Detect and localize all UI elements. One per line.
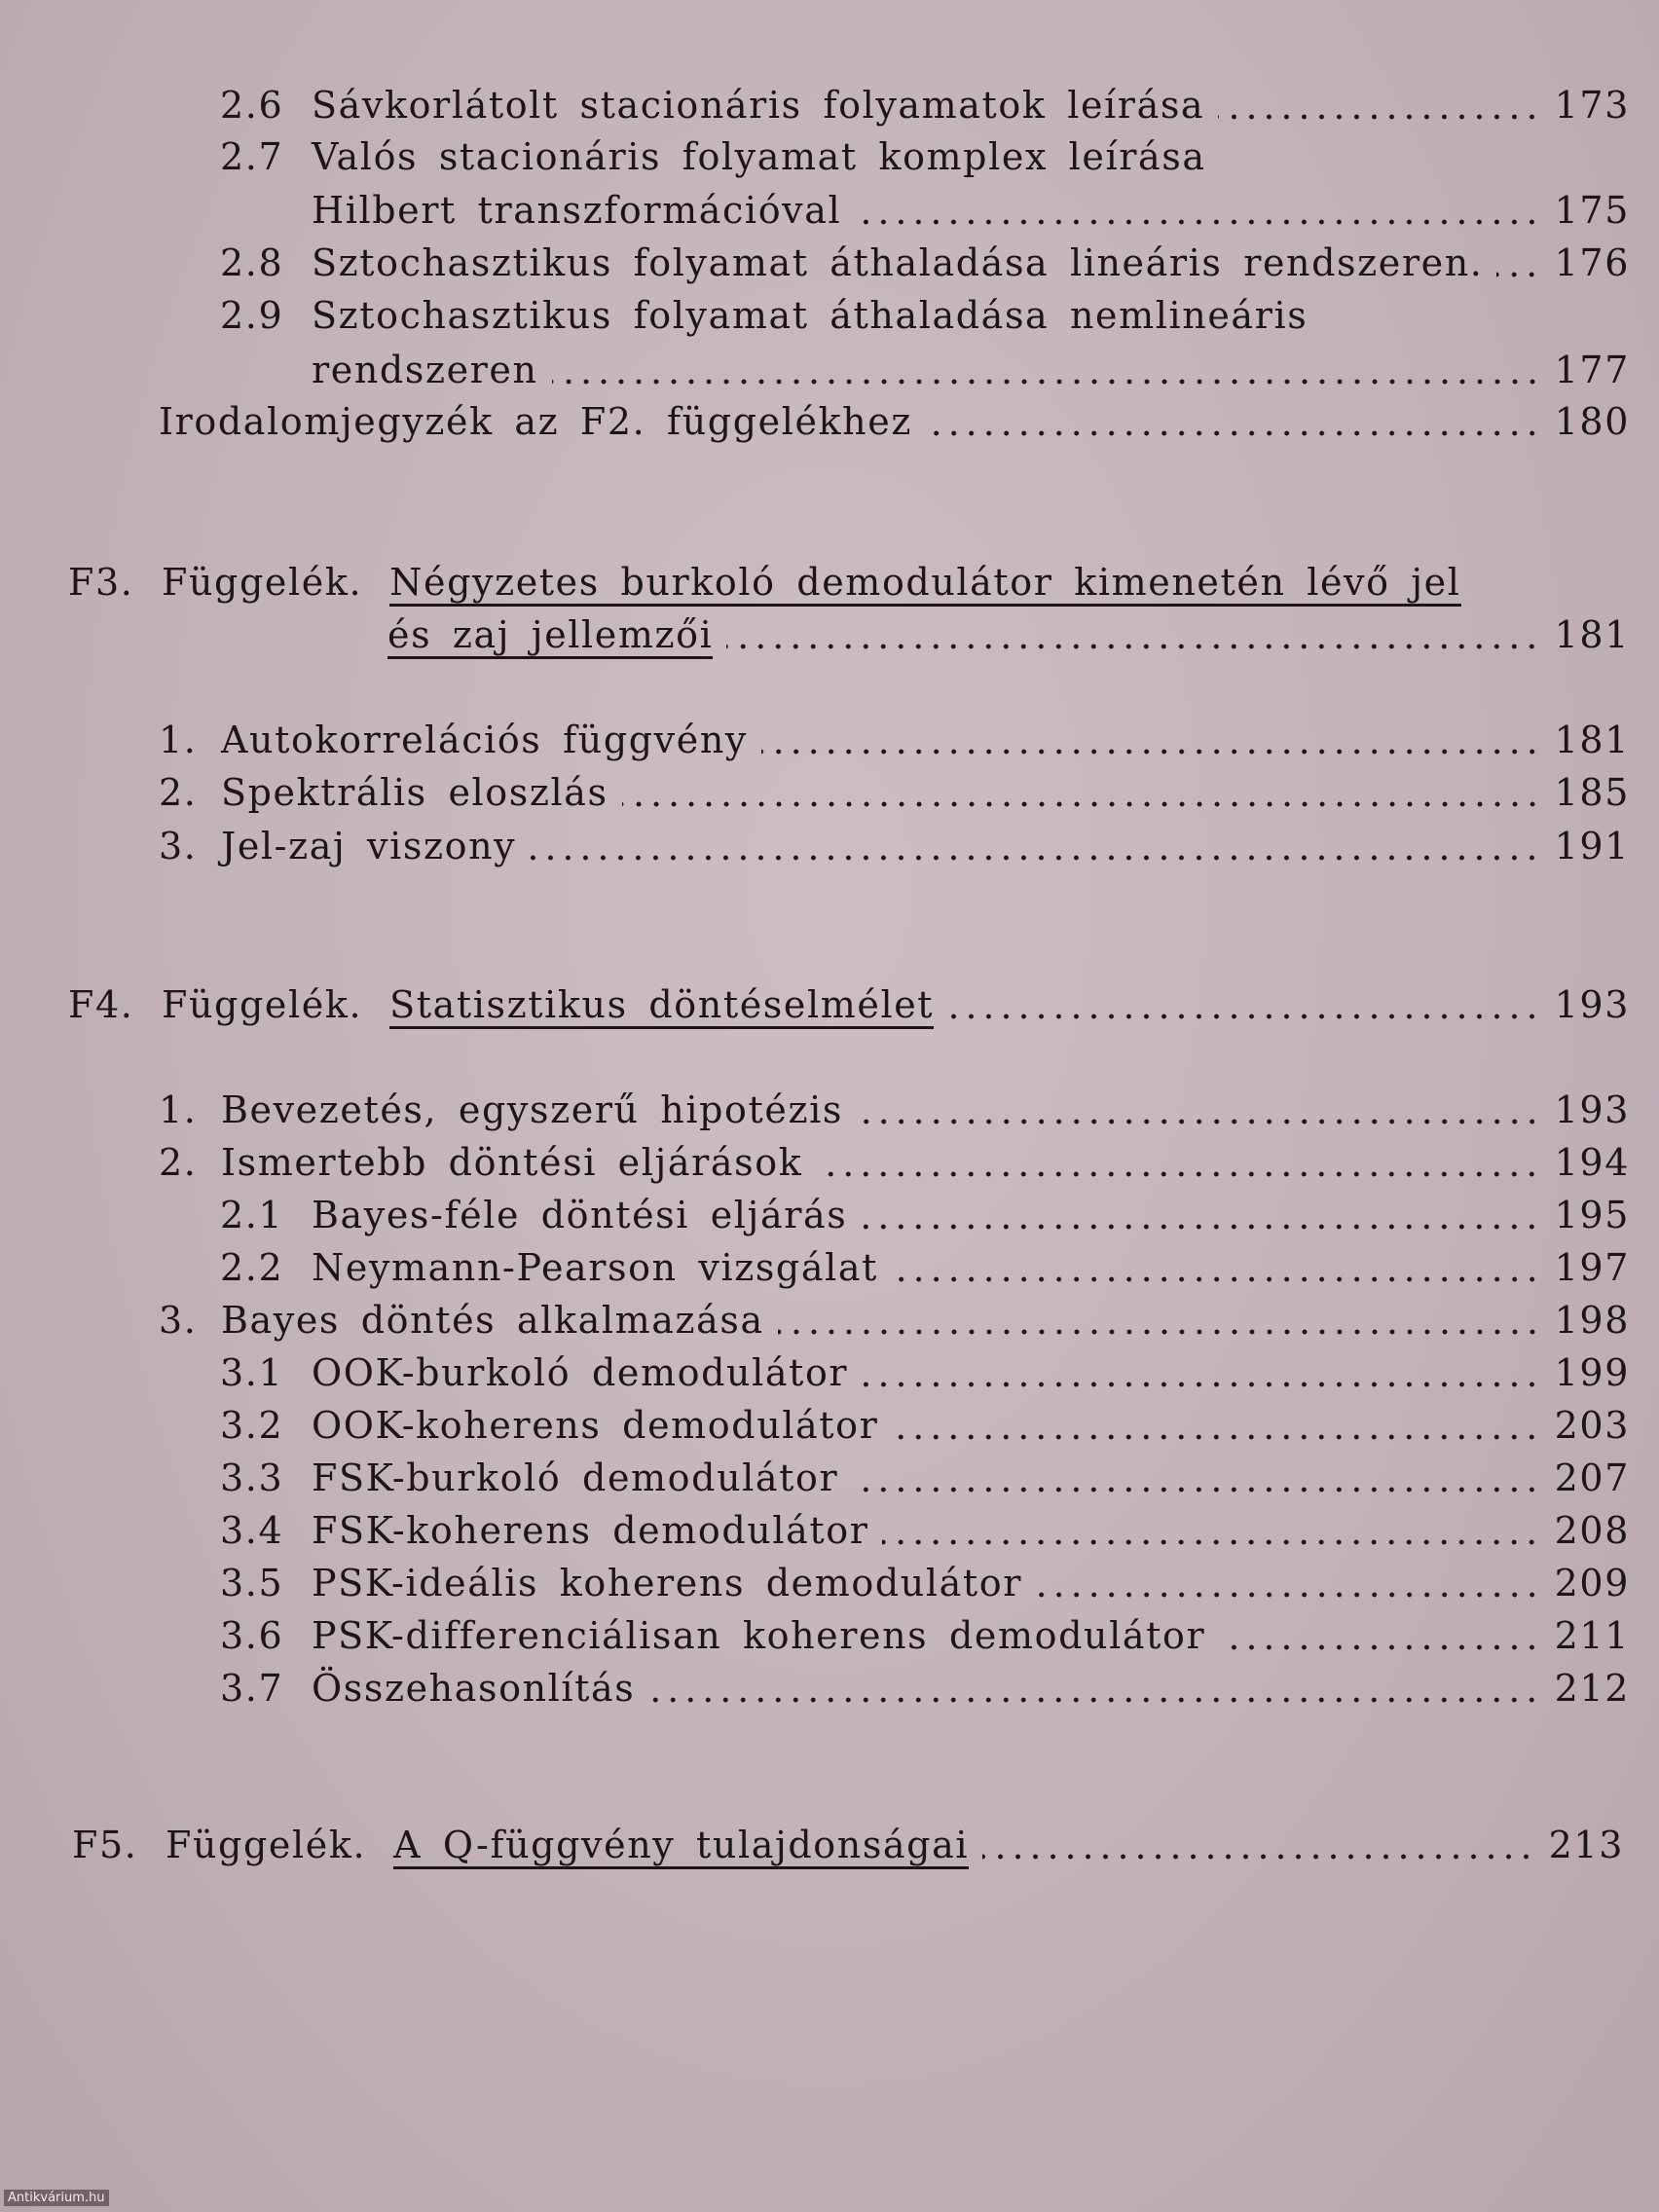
entry-number: 2.9 <box>220 294 284 337</box>
entry-label: Bayes döntés alkalmazása <box>221 1299 764 1342</box>
toc-entry <box>220 1501 1630 1560</box>
dot-leader <box>982 1854 1535 1860</box>
entry-label: OOK-koherens demodulátor <box>312 1404 879 1447</box>
entry-label: Valós stacionáris folyamat komplex leírása <box>312 135 1206 178</box>
entry-label: Bevezetés, egyszerű hipotézis <box>221 1088 843 1131</box>
page-number: 207 <box>1554 1456 1630 1499</box>
appendix-f5-heading <box>72 1816 1624 1874</box>
dot-leader <box>1496 272 1540 277</box>
page-number: 209 <box>1554 1562 1630 1604</box>
dot-leader <box>726 644 1540 649</box>
page-number: 199 <box>1554 1351 1630 1394</box>
entry-number: 3.1 <box>220 1351 284 1394</box>
page-number: 185 <box>1554 771 1630 814</box>
page-number: 180 <box>1554 400 1630 443</box>
toc-entry <box>220 1186 1630 1244</box>
appendix-f4-heading <box>68 976 1630 1034</box>
dot-leader <box>816 1171 1540 1177</box>
page-number: 175 <box>1554 189 1630 232</box>
entry-label: Ismertebb döntési eljárások <box>221 1141 803 1184</box>
appendix-title: Statisztikus döntéselmélet <box>389 983 934 1029</box>
entry-label: Sztochasztikus folyamat áthaladása lineáris rendszeren. <box>312 241 1484 284</box>
dot-leader <box>926 430 1541 436</box>
entry-number: 3.3 <box>220 1456 284 1499</box>
toc-entry <box>220 1606 1630 1665</box>
dot-leader <box>530 855 1540 861</box>
dot-leader <box>862 1382 1540 1387</box>
dot-leader <box>552 379 1541 385</box>
dot-leader <box>882 1539 1540 1545</box>
dot-leader <box>852 1487 1540 1493</box>
entry-label: Sávkorlátolt stacionáris folyamatok leírása <box>312 84 1205 127</box>
entry-number: 2. <box>159 771 198 814</box>
appendix-title: Négyzetes burkoló demodulátor kimenetén lévő jel <box>389 561 1460 607</box>
toc-entry <box>159 1291 1630 1349</box>
dot-leader <box>1219 1644 1540 1650</box>
page-number: 198 <box>1554 1299 1630 1342</box>
toc-entry <box>159 392 1630 451</box>
appendix-f3-heading <box>68 553 1630 611</box>
entry-number: 2.1 <box>220 1194 284 1236</box>
page-number: 212 <box>1554 1667 1630 1710</box>
entry-number: 3.4 <box>220 1509 284 1552</box>
page-number: 181 <box>1554 719 1630 761</box>
entry-label: PSK-ideális koherens demodulátor <box>312 1562 1022 1604</box>
toc-entry <box>159 711 1630 769</box>
toc-entry <box>220 1238 1630 1297</box>
entry-label: rendszeren <box>312 349 538 391</box>
page-number: 173 <box>1554 84 1630 127</box>
page-number: 176 <box>1554 241 1630 284</box>
entry-label: Bayes-féle döntési eljárás <box>312 1194 848 1236</box>
appendix-id: F5. <box>72 1824 138 1866</box>
appendix-f3-heading-cont <box>387 606 1630 664</box>
page-number: 195 <box>1554 1194 1630 1236</box>
toc-entry <box>220 1554 1630 1612</box>
entry-number: 2. <box>159 1141 198 1184</box>
entry-label: Összehasonlítás <box>312 1667 636 1710</box>
page-number: 181 <box>1554 613 1630 656</box>
entry-number: 2.2 <box>220 1246 284 1289</box>
entry-label: PSK-differenciálisan koherens demodulátor <box>312 1614 1206 1657</box>
toc-entry <box>220 128 1630 186</box>
entry-label: Hilbert transzformációval <box>312 189 842 232</box>
entry-label: Sztochasztikus folyamat áthaladása nemlineáris <box>312 294 1309 337</box>
dot-leader <box>861 1224 1540 1230</box>
dot-leader <box>857 1119 1541 1124</box>
page-number: 194 <box>1554 1141 1630 1184</box>
page-number: 197 <box>1554 1246 1630 1289</box>
entry-label: Irodalomjegyzék az F2. függelékhez <box>159 400 912 443</box>
entry-number: 3.2 <box>220 1404 284 1447</box>
page-number: 193 <box>1554 1088 1630 1131</box>
toc-entry <box>220 76 1630 134</box>
dot-leader <box>761 749 1541 755</box>
entry-number: 2.7 <box>220 135 284 178</box>
entry-number: 3.6 <box>220 1614 284 1657</box>
page-number: 193 <box>1554 983 1630 1026</box>
appendix-id: F3. <box>68 561 134 604</box>
appendix-id: F4. <box>68 983 134 1026</box>
appendix-title-cont: és zaj jellemzői <box>387 613 713 659</box>
page-number: 213 <box>1548 1824 1624 1866</box>
toc-entry <box>159 1081 1630 1139</box>
dot-leader <box>892 1434 1540 1440</box>
page-number: 203 <box>1554 1404 1630 1447</box>
entry-number: 2.8 <box>220 241 284 284</box>
entry-label: Jel-zaj viszony <box>221 825 517 867</box>
dot-leader <box>855 219 1540 225</box>
entry-label: FSK-koherens demodulátor <box>312 1509 869 1552</box>
entry-number: 1. <box>159 1088 198 1131</box>
toc-entry <box>220 1396 1630 1455</box>
entry-number: 2.6 <box>220 84 284 127</box>
page-number: 191 <box>1554 825 1630 867</box>
page-number: 208 <box>1554 1509 1630 1552</box>
dot-leader <box>947 1014 1540 1019</box>
entry-number: 3. <box>159 825 198 867</box>
watermark: Antikvárium.hu <box>4 2190 109 2206</box>
entry-number: 1. <box>159 719 198 761</box>
toc-entry <box>159 817 1630 875</box>
toc-entry <box>220 1344 1630 1402</box>
toc-entry <box>159 763 1630 822</box>
entry-number: 3.7 <box>220 1667 284 1710</box>
appendix-word: Függelék. <box>166 1824 367 1866</box>
dot-leader <box>622 801 1541 807</box>
toc-entry <box>220 286 1630 345</box>
toc-entry <box>220 1449 1630 1507</box>
page-number: 211 <box>1554 1614 1630 1657</box>
toc-entry <box>159 1133 1630 1192</box>
entry-number: 3. <box>159 1299 198 1342</box>
entry-label: Spektrális eloszlás <box>221 771 608 814</box>
entry-label: Neymann-Pearson vizsgálat <box>312 1246 878 1289</box>
dot-leader <box>1218 114 1540 120</box>
entry-label: FSK-burkoló demodulátor <box>312 1456 839 1499</box>
appendix-title: A Q-függvény tulajdonságai <box>393 1824 969 1869</box>
toc-entry <box>312 341 1630 399</box>
entry-number: 3.5 <box>220 1562 284 1604</box>
toc-entry <box>312 181 1630 240</box>
entry-label: Autokorrelációs függvény <box>221 719 748 761</box>
dot-leader <box>1036 1592 1541 1598</box>
appendix-word: Függelék. <box>162 983 363 1026</box>
dot-leader <box>892 1276 1541 1282</box>
toc-entry <box>220 234 1630 292</box>
toc-entry <box>220 1659 1630 1717</box>
appendix-word: Függelék. <box>162 561 363 604</box>
dot-leader <box>778 1329 1541 1335</box>
page-number: 177 <box>1554 349 1630 391</box>
entry-label: OOK-burkoló demodulátor <box>312 1351 849 1394</box>
dot-leader <box>648 1697 1540 1703</box>
